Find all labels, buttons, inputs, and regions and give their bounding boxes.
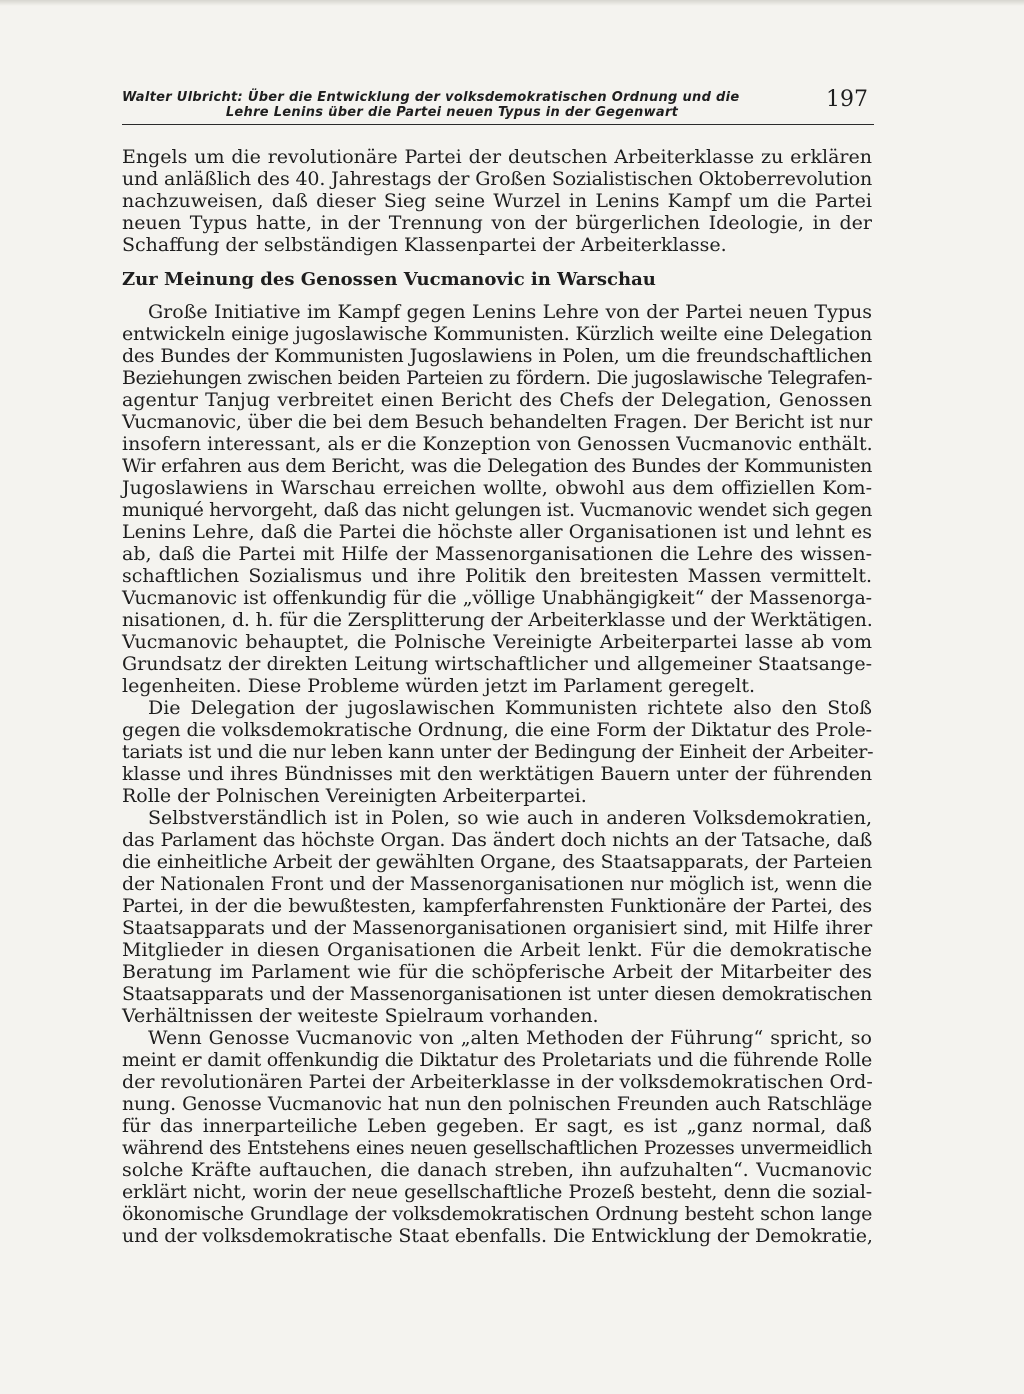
text-line: legenheiten. Diese Probleme würden jetzt im Parlament geregelt.	[122, 675, 756, 697]
text-line: Selbstverständlich ist in Polen, so wie auch in anderen Volksdemokratien,	[148, 807, 872, 829]
text-line: für das innerparteiliche Leben gegeben. Er sagt, es ist „ganz normal, daß	[122, 1115, 872, 1137]
text-line: nung. Genosse Vucmanovic hat nun den polnischen Freunden auch Ratschläge	[122, 1093, 872, 1115]
text-line: meint er damit offenkundig die Diktatur des Proletariats und die führende Rolle	[122, 1049, 872, 1071]
text-line: ab, daß die Partei mit Hilfe der Massenorganisationen die Lehre des wissen-	[122, 543, 872, 565]
text-line: Beratung im Parlament wie für die schöpferische Arbeit der Mitarbeiter des	[122, 961, 872, 983]
text-line: des Bundes der Kommunisten Jugoslawiens in Polen, um die freundschaftlichen	[122, 345, 872, 367]
text-line: Mitglieder in diesen Organisationen die Arbeit lenkt. Für die demokratische	[122, 939, 872, 961]
text-line: Staatsapparats und der Massenorganisationen ist unter diesen demokratischen	[122, 983, 872, 1005]
text-line: erklärt nicht, worin der neue gesellschaftliche Prozeß besteht, denn die sozial-	[122, 1181, 872, 1203]
text-line: Beziehungen zwischen beiden Parteien zu fördern. Die jugoslawische Telegrafen-	[122, 367, 872, 389]
running-header-line-1: Walter Ulbricht: Über die Entwicklung der volksdemokratischen Ordnung und die	[122, 90, 740, 105]
text-line: Jugoslawiens in Warschau erreichen wollte, obwohl aus dem offiziellen Kom-	[122, 477, 872, 499]
text-line: tariats ist und die nur leben kann unter der Bedingung der Einheit der Arbeiter-	[122, 741, 874, 763]
text-line: Vucmanovic behauptet, die Polnische Vereinigte Arbeiterpartei lasse ab vom	[122, 631, 872, 653]
text-line: Engels um die revolutionäre Partei der deutschen Arbeiterklasse zu erklären	[122, 146, 872, 168]
text-line: ökonomische Grundlage der volksdemokratischen Ordnung besteht schon lange	[122, 1203, 872, 1225]
section-heading: Zur Meinung des Genossen Vucmanovic in Warschau	[122, 269, 656, 290]
text-line: der revolutionären Partei der Arbeiterklasse in der volksdemokratischen Ord-	[122, 1071, 873, 1093]
text-line: gegen die volksdemokratische Ordnung, die eine Form der Diktatur des Prole-	[122, 719, 872, 741]
text-line: Lenins Lehre, daß die Partei die höchste aller Organisationen ist und lehnt es	[122, 521, 872, 543]
text-line: der Nationalen Front und der Massenorganisationen nur möglich ist, wenn die	[122, 873, 872, 895]
text-line: und der volksdemokratische Staat ebenfalls. Die Entwicklung der Demokratie,	[122, 1225, 873, 1247]
running-header-line-2: Lehre Lenins über die Partei neuen Typus in der Gegenwart	[225, 105, 679, 120]
text-line: klasse und ihres Bündnisses mit den werktätigen Bauern unter der führenden	[122, 763, 872, 785]
text-line: Verhältnissen der weiteste Spielraum vorhanden.	[122, 1005, 599, 1027]
page-edge	[0, 0, 1024, 6]
text-line: während des Entstehens eines neuen gesellschaftlichen Prozesses unvermeidlich	[122, 1137, 872, 1159]
text-line: schaftlichen Sozialismus und ihre Politik den breitesten Massen vermittelt.	[122, 565, 872, 587]
text-line: Staatsapparats und der Massenorganisationen organisiert sind, mit Hilfe ihrer	[122, 917, 872, 939]
text-line: Wir erfahren aus dem Bericht, was die Delegation des Bundes der Kommunisten	[122, 455, 872, 477]
text-line: nisationen, d. h. für die Zersplitterung der Arbeiterklasse und der Werktätigen.	[122, 609, 873, 631]
running-header	[122, 90, 782, 120]
text-line: agentur Tanjug verbreitet einen Bericht des Chefs der Delegation, Genossen	[122, 389, 872, 411]
text-line: insofern interessant, als er die Konzeption von Genossen Vucmanovic enthält.	[122, 433, 873, 455]
text-line: die einheitliche Arbeit der gewählten Organe, des Staatsapparats, der Parteien	[122, 851, 872, 873]
text-line: nachzuweisen, daß dieser Sieg seine Wurzel in Lenins Kampf um die Partei	[122, 190, 872, 212]
text-line: und anläßlich des 40. Jahrestags der Großen Sozialistischen Oktoberrevolution	[122, 168, 872, 190]
text-line: Vucmanovic ist offenkundig für die „völlige Unabhängigkeit“ der Massenorga-	[122, 587, 872, 609]
header-rule	[122, 124, 874, 125]
text-line: neuen Typus hatte, in der Trennung von der bürgerlichen Ideologie, in der	[122, 212, 872, 234]
text-line: Rolle der Polnischen Vereinigten Arbeiterpartei.	[122, 785, 587, 807]
text-line: muniqué hervorgeht, daß das nicht gelungen ist. Vucmanovic wendet sich gegen	[122, 499, 872, 521]
text-line: solche Kräfte auftauchen, die danach streben, ihn aufzuhalten“. Vucmanovic	[122, 1159, 872, 1181]
text-line: Partei, in der die bewußtesten, kampferfahrensten Funktionäre der Partei, des	[122, 895, 872, 917]
text-line: Vucmanovic, über die bei dem Besuch behandelten Fragen. Der Bericht ist nur	[122, 411, 872, 433]
text-line: Die Delegation der jugoslawischen Kommunisten richtete also den Stoß	[148, 697, 872, 719]
text-line: Wenn Genosse Vucmanovic von „alten Methoden der Führung“ spricht, so	[148, 1027, 872, 1049]
page-number: 197	[826, 87, 868, 112]
text-line: entwickeln einige jugoslawische Kommunisten. Kürzlich weilte eine Delegation	[122, 323, 872, 345]
text-line: Grundsatz der direkten Leitung wirtschaftlicher und allgemeiner Staatsange-	[122, 653, 872, 675]
text-line: das Parlament das höchste Organ. Das ändert doch nichts an der Tatsache, daß	[122, 829, 872, 851]
text-line: Große Initiative im Kampf gegen Lenins Lehre von der Partei neuen Typus	[148, 301, 872, 323]
text-line: Schaffung der selbständigen Klassenpartei der Arbeiterklasse.	[122, 234, 727, 256]
